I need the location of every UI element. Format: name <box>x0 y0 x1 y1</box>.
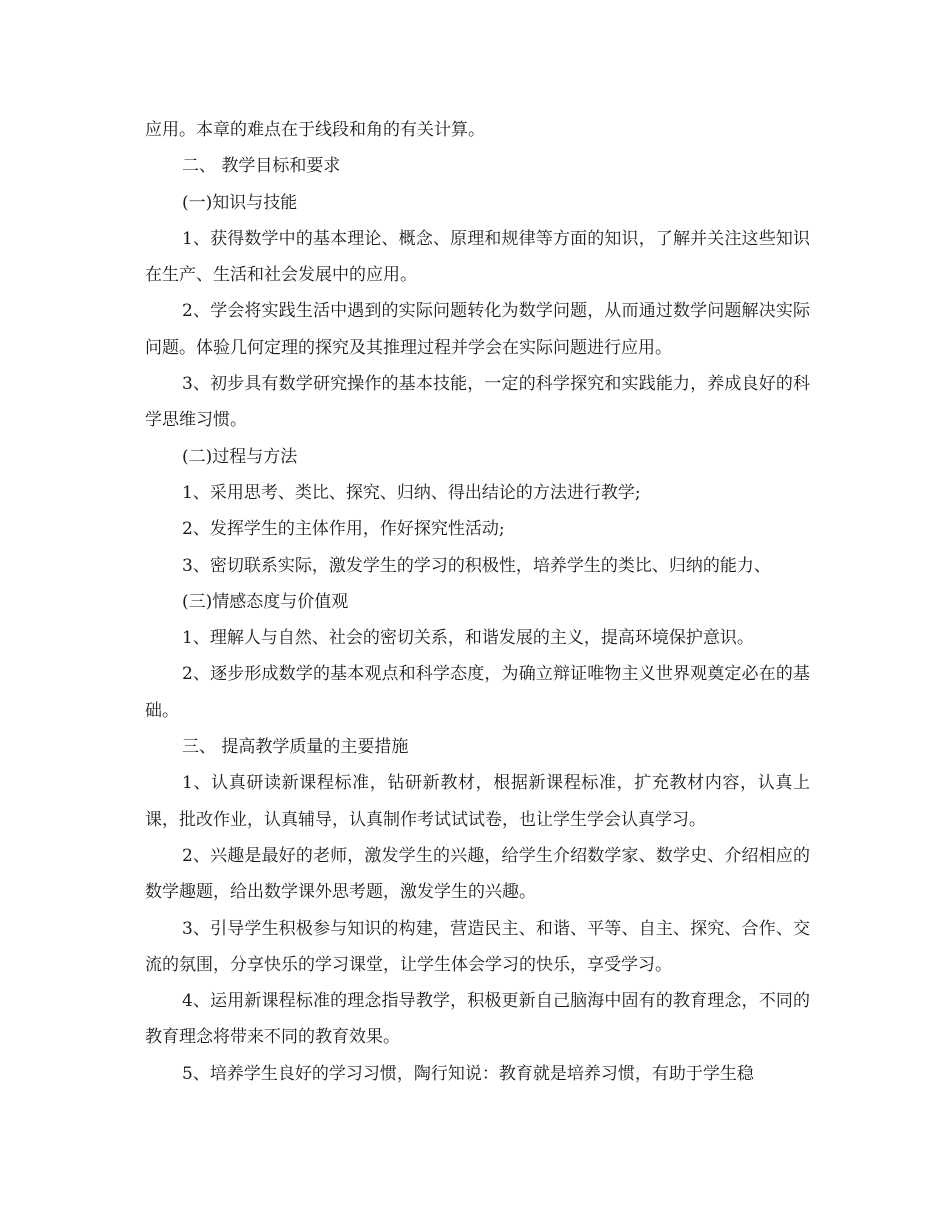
paragraph: 5、培养学生良好的学习习惯，陶行知说：教育就是培养习惯，有助于学生稳 <box>182 1063 754 1084</box>
section-heading: 三、 提高教学质量的主要措施 <box>182 737 409 758</box>
paragraph: 2、逐步形成数学的基本观点和科学态度，为确立辩证唯物主义世界观奠定必在的基础。 <box>145 664 810 721</box>
paragraph: 3、密切联系实际，激发学生的学习的积极性，培养学生的类比、归纳的能力、 <box>182 555 771 576</box>
document-body <box>145 112 810 1092</box>
paragraph: 2、兴趣是最好的老师，激发学生的兴趣，给学生介绍数学家、数学史、介绍相应的数学趣题，给出数学课外思考题，激发学生的兴趣。 <box>145 845 810 903</box>
subsection-heading: (二)过程与方法 <box>182 446 298 467</box>
section-heading: 二、 教学目标和要求 <box>182 156 341 177</box>
paragraph: 3、初步具有数学研究操作的基本技能，一定的科学探究和实践能力，养成良好的科学思维习惯。 <box>145 374 810 431</box>
paragraph: 应用。本章的难点在于线段和角的有关计算。 <box>145 120 485 140</box>
paragraph: 1、理解人与自然、社会的密切关系，和谐发展的主义，提高环境保护意识。 <box>182 628 754 649</box>
paragraph: 1、获得数学中的基本理论、概念、原理和规律等方面的知识，了解并关注这些知识在生产、生活和社会发展中的应用。 <box>145 228 810 286</box>
paragraph: 2、发挥学生的主体作用，作好探究性活动; <box>182 519 505 540</box>
paragraph: 3、引导学生积极参与知识的构建，营造民主、和谐、平等、自主、探究、合作、交流的氛围，分享快乐的学习课堂，让学生体会学习的快乐，享受学习。 <box>145 918 810 975</box>
paragraph: 2、学会将实践生活中遇到的实际问题转化为数学问题，从而通过数学问题解决实际问题。体验几何定理的探究及其推理过程并学会在实际问题进行应用。 <box>145 301 810 358</box>
subsection-heading: (三)情感态度与价值观 <box>182 591 349 612</box>
paragraph: 4、运用新课程标准的理念指导教学，积极更新自己脑海中固有的教育理念，不同的教育理念将带来不同的教育效果。 <box>145 991 810 1048</box>
paragraph: 1、采用思考、类比、探究、归纳、得出结论的方法进行教学; <box>182 482 641 503</box>
subsection-heading: (一)知识与技能 <box>182 192 298 213</box>
paragraph: 1、认真研读新课程标准，钻研新教材，根据新课程标准，扩充教材内容，认真上课，批改作业，认真辅导，认真制作考试试试卷，也让学生学会认真学习。 <box>145 773 810 830</box>
